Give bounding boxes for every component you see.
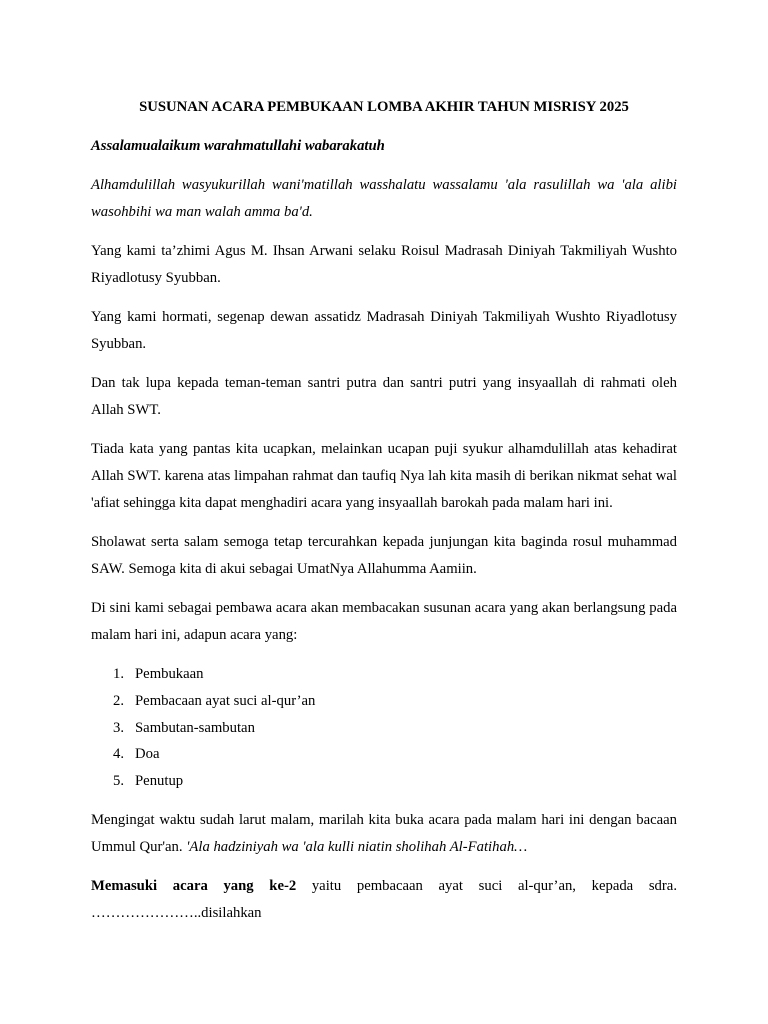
paragraph-students: Dan tak lupa kepada teman-teman santri putra dan santri putri yang insyaallah di rahmati oleh Allah SWT. xyxy=(91,375,677,418)
paragraph-honored-guest: Yang kami ta’zhimi Agus M. Ihsan Arwani selaku Roisul Madrasah Diniyah Takmiliyah Wushto Riyadlotusy Syubban. xyxy=(91,243,677,286)
paragraph-second-item xyxy=(91,873,677,927)
opening-prayer-line1: Alhamdulillah wasyukurillah wani'matillah wasshalatu wassalamu 'ala rasulillah wa 'ala alibi xyxy=(91,177,677,193)
list-item-number: 5. xyxy=(113,773,125,790)
paragraph-gratitude: Tiada kata yang pantas kita ucapkan, melainkan ucapan puji syukur alhamdulillah atas kehadirat Allah SWT. karena atas limpahan rahmat dan taufiq Nya lah kita masih di berikan nikmat sehat wal 'afiat sehingga kita dapat menghadiri acara yang insyaallah barokah pada malam hari ini. xyxy=(91,441,677,511)
paragraph-teachers: Yang kami hormati, segenap dewan assatidz Madrasah Diniyah Takmiliyah Wushto Riyadlotusy Syubban. xyxy=(91,309,677,352)
second-item-line2: …………………..disilahkan xyxy=(91,904,262,921)
list-item xyxy=(91,688,677,715)
list-item-text: Pembukaan xyxy=(135,666,204,682)
closing-italic-text: 'Ala hadziniyah wa 'ala kulli niatin sholihah Al-Fatihah… xyxy=(186,838,528,855)
list-item-text: Penutup xyxy=(135,773,184,790)
second-item-line1 xyxy=(91,873,677,900)
list-item-text: Pembacaan ayat suci al-qur’an xyxy=(135,692,316,709)
greeting: Assalamualaikum warahmatullahi wabarakatuh xyxy=(91,138,385,154)
agenda-list xyxy=(91,661,677,795)
list-item-number: 3. xyxy=(113,719,125,736)
list-item-number: 4. xyxy=(113,746,125,763)
opening-prayer xyxy=(91,172,677,226)
document-title: SUSUNAN ACARA PEMBUKAAN LOMBA AKHIR TAHUN MISRISY 2025 xyxy=(139,99,629,115)
list-item-number: 1. xyxy=(113,666,125,682)
list-item xyxy=(91,715,677,742)
closing-text: Mengingat waktu sudah larut malam, marilah kita buka acara pada malam hari ini dengan bacaan Ummul Qur'an. xyxy=(91,811,677,855)
list-item-text: Doa xyxy=(135,746,160,763)
list-item xyxy=(91,741,677,768)
second-item-text: yaitu pembacaan ayat suci al-qur’an, kepada sdra. xyxy=(296,877,677,894)
opening-prayer-line2: wasohbihi wa man walah amma ba'd. xyxy=(91,204,313,220)
paragraph-sholawat: Sholawat serta salam semoga tetap tercurahkan kepada junjungan kita baginda rosul muhammad SAW. Semoga kita di akui sebagai UmatNya Allahumma Aamiin. xyxy=(91,534,677,577)
list-item-number: 2. xyxy=(113,692,125,709)
paragraph-agenda-intro: Di sini kami sebagai pembawa acara akan membacakan susunan acara yang akan berlangsung pada malam hari ini, adapun acara yang: xyxy=(91,600,677,643)
second-item-bold: Memasuki acara yang ke-2 xyxy=(91,877,297,894)
paragraph-opening-fatihah xyxy=(91,807,677,861)
list-item xyxy=(91,661,677,688)
list-item-text: Sambutan-sambutan xyxy=(135,719,255,736)
list-item xyxy=(91,768,677,795)
